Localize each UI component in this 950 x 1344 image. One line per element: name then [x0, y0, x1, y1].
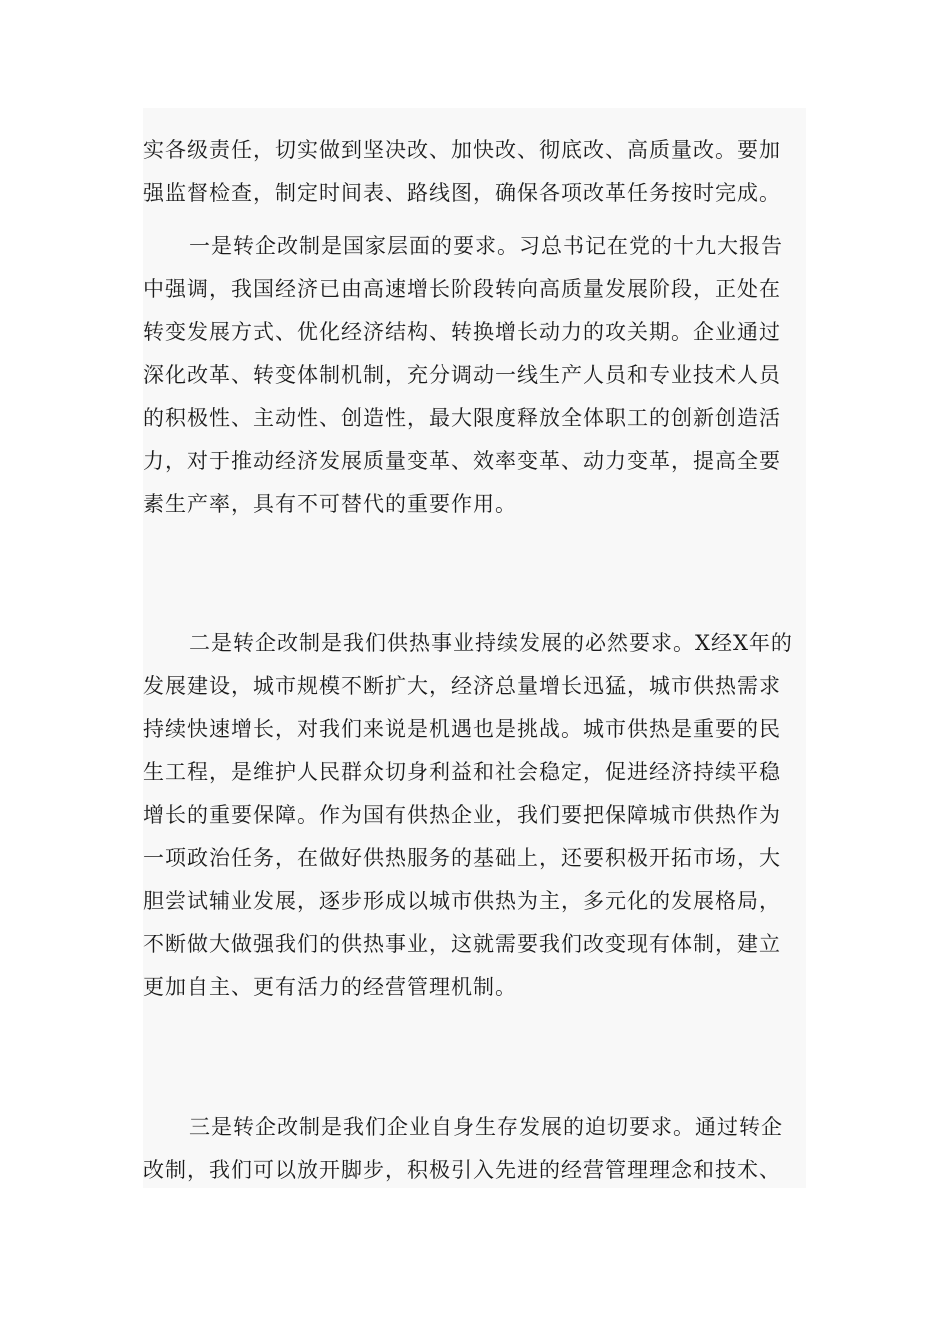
text-line: 一是转企改制是国家层面的要求。习总书记在党的十九大报告	[189, 234, 783, 258]
text-line: 一项政治任务，在做好供热服务的基础上，还要积极开拓市场，大	[143, 846, 781, 870]
text-line: 中强调，我国经济已由高速增长阶段转向高质量发展阶段，正处在	[143, 277, 781, 301]
text-line: 生工程，是维护人民群众切身利益和社会稳定，促进经济持续平稳	[143, 760, 781, 784]
text-line: 增长的重要保障。作为国有供热企业，我们要把保障城市供热作为	[143, 803, 781, 827]
paragraph-continuation	[143, 129, 806, 215]
text-line: 转变发展方式、优化经济结构、转换增长动力的攻关期。企业通过	[143, 320, 781, 344]
text-line: 二是转企改制是我们供热事业持续发展的必然要求。X经X年的	[189, 631, 793, 655]
text-line: 持续快速增长，对我们来说是机遇也是挑战。城市供热是重要的民	[143, 717, 781, 741]
text-line: 强监督检查，制定时间表、路线图，确保各项改革任务按时完成。	[143, 181, 781, 205]
text-line: 素生产率，具有不可替代的重要作用。	[143, 492, 517, 516]
text-line: 三是转企改制是我们企业自身生存发展的迫切要求。通过转企	[189, 1115, 783, 1139]
paragraph-heating-development	[143, 622, 806, 1009]
text-line: 力，对于推动经济发展质量变革、效率变革、动力变革，提高全要	[143, 449, 781, 473]
paragraph-national-requirement	[143, 225, 806, 526]
document-text-block	[143, 108, 806, 1188]
text-line: 深化改革、转变体制机制，充分调动一线生产人员和专业技术人员	[143, 363, 781, 387]
text-line: 实各级责任，切实做到坚决改、加快改、彻底改、高质量改。要加	[143, 138, 781, 162]
text-line: 发展建设，城市规模不断扩大，经济总量增长迅猛，城市供热需求	[143, 674, 781, 698]
text-line: 更加自主、更有活力的经营管理机制。	[143, 975, 517, 999]
text-line: 的积极性、主动性、创造性，最大限度释放全体职工的创新创造活	[143, 406, 781, 430]
text-line: 不断做大做强我们的供热事业，这就需要我们改变现有体制，建立	[143, 932, 781, 956]
paragraph-enterprise-survival	[143, 1106, 806, 1192]
text-line: 改制，我们可以放开脚步，积极引入先进的经营管理理念和技术、	[143, 1158, 781, 1182]
text-line: 胆尝试辅业发展，逐步形成以城市供热为主，多元化的发展格局，	[143, 889, 781, 913]
